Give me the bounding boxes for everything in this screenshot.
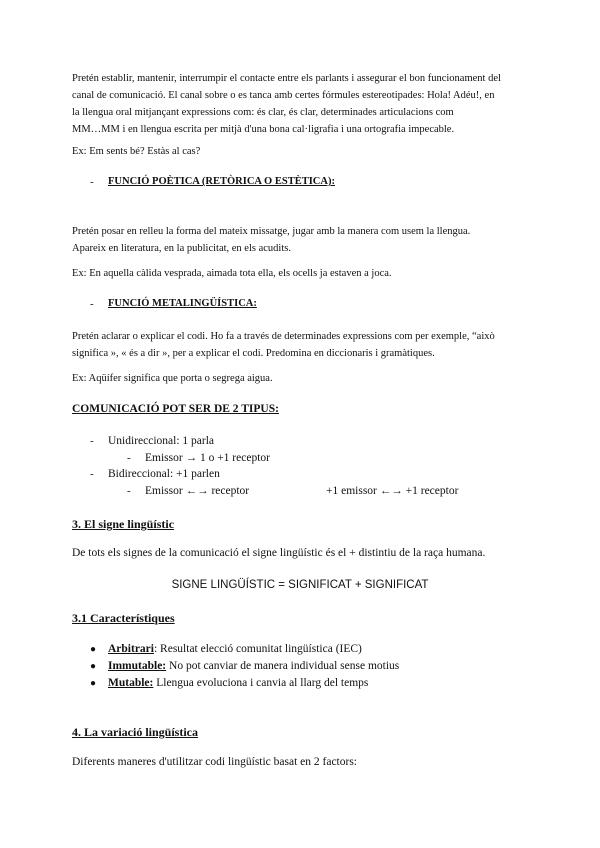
intro-example: Ex: Em sents bé? Estàs al cas?: [72, 146, 201, 157]
tipus-item-sub: Emissor → 1 o +1 receptor: [145, 452, 270, 464]
list-dash: -: [127, 485, 131, 497]
section-heading-signe: 3. El signe lingüístic: [72, 517, 175, 531]
caracteristica-item: [108, 677, 368, 689]
caracteristica-term: Arbitrari: [108, 643, 154, 655]
tipus-item-label: Unidireccional: 1 parla: [108, 435, 215, 447]
caracteristica-term: Mutable:: [108, 677, 154, 689]
tipus-item-extra: +1 emissor ←→ +1 receptor: [326, 485, 459, 497]
section-heading-tipus: COMUNICACIÓ POT SER DE 2 TIPUS:: [72, 403, 279, 415]
intro-line: Pretén establir, mantenir, interrumpir el contacte entre els parlants i assegurar el bon funcionament del: [72, 73, 501, 84]
list-dash: -: [90, 468, 94, 480]
signe-formula: SIGNE LINGÜÍSTIC = SIGNIFICAT + SIGNIFICAT: [171, 579, 429, 591]
section-heading-metalinguistica: FUNCIÓ METALINGÜÍSTICA:: [108, 298, 257, 309]
section-heading-poetica: FUNCIÓ POÈTICA (RETÒRICA O ESTÈTICA):: [108, 176, 335, 187]
metalinguistica-line: significa », « és a dir », per a explicar el codi. Predomina en diccionaris i gramàtiques.: [72, 348, 435, 359]
tipus-item-label: Bidireccional: +1 parlen: [108, 468, 220, 480]
disc-bullet-icon: ●: [90, 644, 97, 655]
list-dash: -: [127, 452, 131, 464]
intro-line: canal de comunicació. El canal sobre o es tanca amb certes fórmules estereotipades: Hola! Adéu!, en: [72, 90, 495, 101]
caracteristica-desc: : Resultat elecció comunitat lingüística (IEC): [153, 643, 362, 655]
caracteristica-item: [108, 643, 362, 655]
intro-paragraph: [72, 70, 528, 138]
poetica-paragraph: [72, 223, 528, 257]
metalinguistica-example: Ex: Aqüífer significa que porta o segrega aigua.: [72, 373, 273, 384]
poetica-line: Pretén posar en relleu la forma del mateix missatge, jugar amb la manera com usem la llengua.: [72, 226, 471, 237]
variacio-text: Diferents maneres d'utilitzar codi lingüístic basat en 2 factors:: [72, 756, 358, 768]
intro-line: la llengua oral mitjançant expressions com: és clar, és clar, determinades articulacions com: [72, 107, 454, 118]
list-dash: -: [90, 298, 94, 310]
metalinguistica-paragraph: [72, 328, 528, 362]
poetica-line: Apareix en literatura, en la publicitat, en els acudits.: [72, 243, 291, 254]
metalinguistica-line: Pretén aclarar o explicar el codi. Ho fa a través de determinades expressions com per exemple, “això: [72, 331, 495, 342]
signe-text: De tots els signes de la comunicació el signe lingüístic és el + distintiu de la raça humana.: [72, 547, 486, 559]
section-heading-variacio: 4. La variació lingüística: [72, 725, 198, 739]
caracteristica-desc: Llengua evoluciona i canvia al llarg del temps: [153, 677, 369, 689]
disc-bullet-icon: ●: [90, 661, 97, 672]
list-dash: -: [90, 176, 94, 188]
list-dash: -: [90, 435, 94, 447]
intro-line: MM…MM i en llengua escrita per mitjà d'una bona cal·ligrafia i una ortografia impecable.: [72, 124, 455, 135]
section-heading-caracteristiques: 3.1 Característiques: [72, 611, 175, 625]
caracteristica-term: Immutable:: [108, 660, 167, 672]
disc-bullet-icon: ●: [90, 678, 97, 689]
caracteristica-desc: No pot canviar de manera individual sense motius: [166, 660, 400, 672]
caracteristica-item: [108, 660, 399, 672]
poetica-example: Ex: En aquella càlida vesprada, aimada tota ella, els ocells ja estaven a joca.: [72, 268, 392, 279]
tipus-item-sub: Emissor ←→ receptor: [145, 485, 250, 497]
